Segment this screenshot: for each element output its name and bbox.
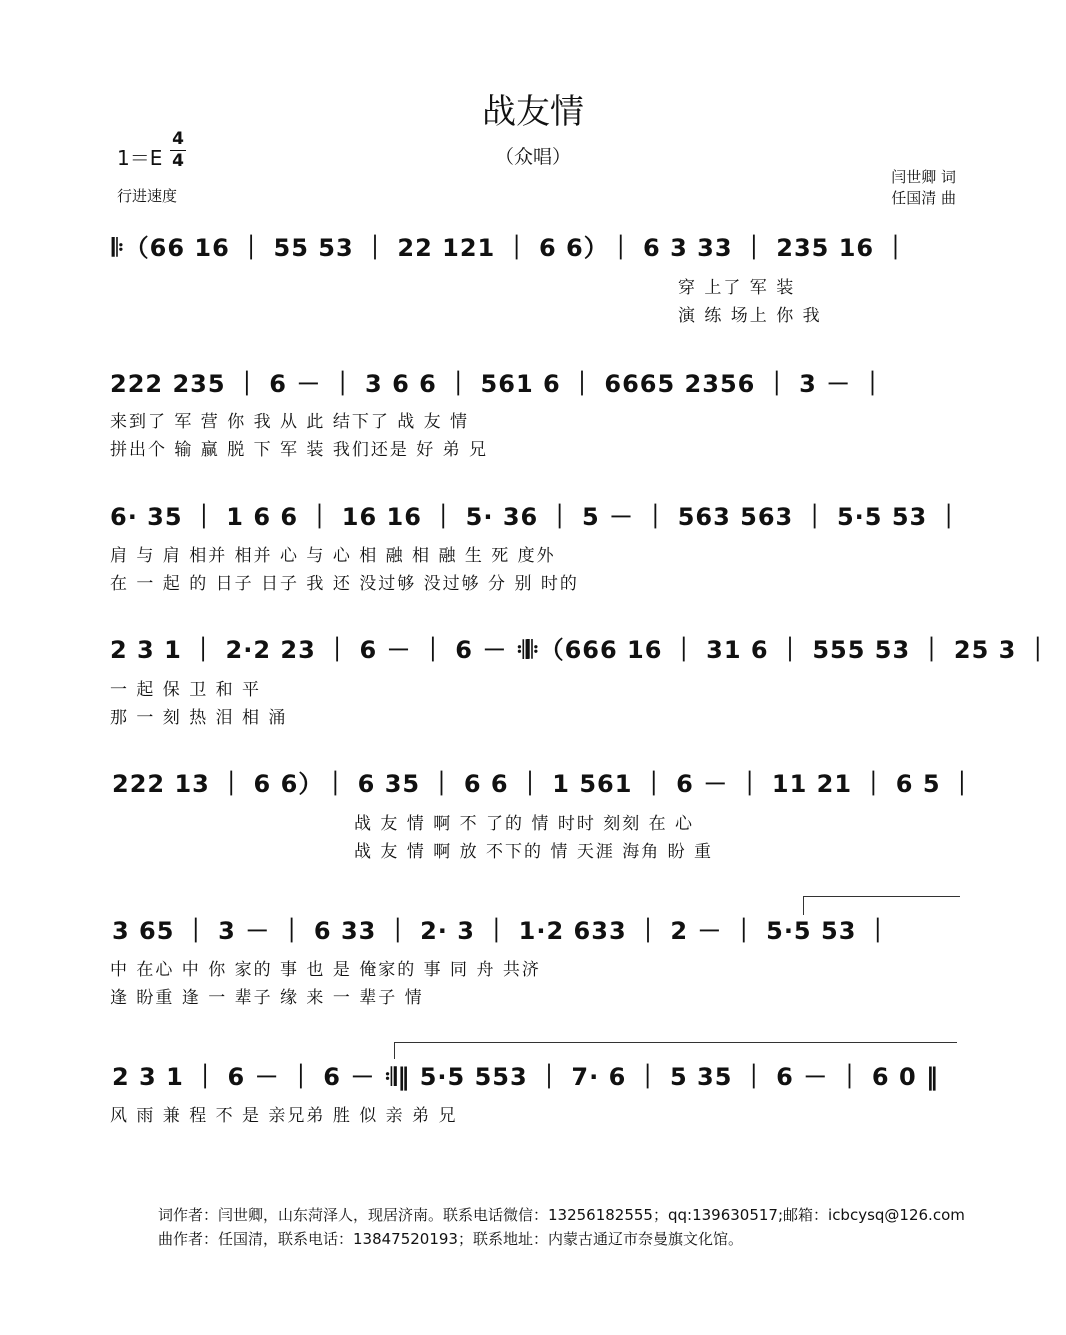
lyric-line-2-verse-1: 来到了 军 营 你 我 从 此 结下了 战 友 情 <box>110 412 470 432</box>
key-signature: 1＝E <box>117 146 163 170</box>
volta-bracket-2 <box>394 1042 957 1059</box>
composer-contact: 曲作者：任国清，联系电话：13847520193；联系地址：内蒙古通辽市奈曼旗文化馆。 <box>158 1230 743 1248</box>
notation-line-2: 222 235 ｜ 6 － ｜ 3 6 6 ｜ 561 6 ｜ 6665 2356 ｜ 3 － ｜ <box>110 370 886 398</box>
notation-line-4: 2 3 1 ｜ 2·2 23 ｜ 6 － ｜ 6 － 𝄇𝄆（666 16 ｜ 31 6 ｜ 555 53 ｜ 25 3 ｜ <box>110 636 1051 664</box>
time-signature-top: 4 <box>172 129 184 149</box>
lyric-line-4-verse-1: 一 起 保 卫 和 平 <box>110 680 262 700</box>
lyric-line-4-verse-2: 那 一 刻 热 泪 相 涌 <box>110 708 288 728</box>
lyricist-credit: 闫世卿 词 <box>891 168 956 186</box>
notation-line-7: 2 3 1 ｜ 6 － ｜ 6 － 𝄇‖ 5·5 553 ｜ 7· 6 ｜ 5 35 ｜ 6 － ｜ 6 0 ‖ <box>112 1063 940 1091</box>
lyric-line-5-verse-2: 战 友 情 啊 放 不下的 情 天涯 海角 盼 重 <box>354 842 714 862</box>
volta-bracket-1 <box>803 896 960 915</box>
composer-credit: 任国清 曲 <box>891 189 956 207</box>
notation-line-1: 𝄆（66 16 ｜ 55 53 ｜ 22 121 ｜ 6 6）｜ 6 3 33 ｜ 235 16 ｜ <box>112 234 909 262</box>
notation-line-5: 222 13 ｜ 6 6）｜ 6 35 ｜ 6 6 ｜ 1 561 ｜ 6 － ｜ 11 21 ｜ 6 5 ｜ <box>112 770 975 798</box>
tempo-marking: 行进速度 <box>117 187 178 205</box>
lyric-line-3-verse-1: 肩 与 肩 相并 相并 心 与 心 相 融 相 融 生 死 度外 <box>110 546 556 566</box>
notation-line-3: 6· 35 ｜ 1 6 6 ｜ 16 16 ｜ 5· 36 ｜ 5 － ｜ 563 563 ｜ 5·5 53 ｜ <box>110 503 962 531</box>
lyric-line-3-verse-2: 在 一 起 的 日子 日子 我 还 没过够 没过够 分 别 时的 <box>110 574 579 594</box>
lyric-line-7-verse-1: 风 雨 兼 程 不 是 亲兄弟 胜 似 亲 弟 兄 <box>110 1106 458 1126</box>
time-signature-bottom: 4 <box>172 151 184 171</box>
notation-line-6: 3 65 ｜ 3 － ｜ 6 33 ｜ 2· 3 ｜ 1·2 633 ｜ 2 － ｜ 5·5 53 ｜ <box>112 917 891 945</box>
lyric-line-5-verse-1: 战 友 情 啊 不 了的 情 时时 刻刻 在 心 <box>354 814 695 834</box>
lyric-line-6-verse-2: 逢 盼重 逢 一 辈子 缘 来 一 辈子 情 <box>110 988 424 1008</box>
lyric-line-1-verse-2: 演 练 场上 你 我 <box>678 306 822 326</box>
song-title: 战友情 <box>482 92 584 132</box>
performance-note: （众唱） <box>494 146 571 168</box>
lyric-line-2-verse-2: 拼出个 输 赢 脱 下 军 装 我们还是 好 弟 兄 <box>110 440 489 460</box>
lyricist-contact: 词作者：闫世卿，山东菏泽人，现居济南。联系电话微信：13256182555；qq:139630517;邮箱：icbcysq@126.com <box>158 1206 965 1224</box>
lyric-line-1-verse-1: 穿 上了 军 装 <box>678 278 796 298</box>
lyric-line-6-verse-1: 中 在心 中 你 家的 事 也 是 俺家的 事 同 舟 共济 <box>110 960 541 980</box>
